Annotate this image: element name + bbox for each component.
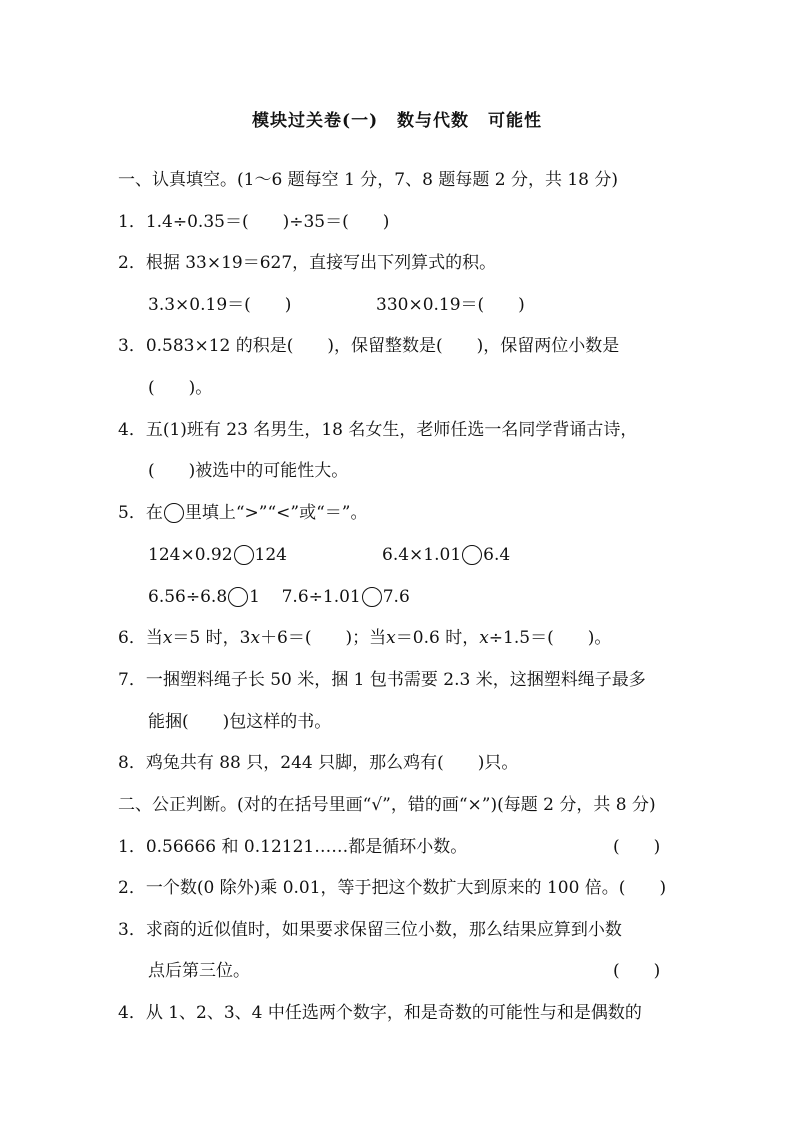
q5d-left: 7.6÷1.01	[281, 587, 361, 607]
q5c-left: 6.56÷6.8	[148, 587, 228, 607]
section2-heading: 二、公正判断。(对的在括号里画“√”，错的画“×”)(每题 2 分，共 8 分)	[118, 795, 656, 815]
s1-question-3-cont: ( )。	[148, 378, 213, 398]
q6-part-a: 6．当	[118, 628, 163, 648]
q5a-left: 124×0.92	[148, 545, 233, 565]
compare-circle-icon	[228, 587, 248, 607]
s1-question-2b: 330×0.19＝( )	[376, 295, 525, 315]
s1-question-7-cont: 能捆( )包这样的书。	[148, 712, 332, 732]
q6-var: x	[479, 628, 489, 648]
q6-part-b: ＝5 时，3	[172, 628, 251, 648]
s2-question-2: 2．一个数(0 除外)乘 0.01，等于把这个数扩大到原来的 100 倍。( )	[118, 878, 667, 898]
title-part3: 可能性	[487, 111, 542, 131]
s1-question-4-cont: ( )被选中的可能性大。	[148, 461, 349, 481]
q5b-left: 6.4×1.01	[382, 545, 462, 565]
q6-part-c: ＋6＝( )；当	[260, 628, 387, 648]
s1-question-1: 1．1.4÷0.35＝( )÷35＝( )	[118, 212, 390, 232]
q6-part-e: ÷1.5＝( )。	[488, 628, 612, 648]
title-part1: 模块过关卷(一)	[252, 111, 379, 131]
q5c-right: 1	[249, 587, 260, 607]
q6-var: x	[386, 628, 396, 648]
blank-circle-icon	[164, 503, 184, 523]
s1-question-5b	[382, 543, 510, 567]
s1-question-6	[118, 626, 611, 650]
q6-var: x	[162, 628, 173, 648]
compare-circle-icon	[462, 545, 482, 565]
s2-question-4: 4．从 1、2、3、4 中任选两个数字，和是奇数的可能性与和是偶数的	[118, 1003, 642, 1023]
q5-prefix: 5．在	[118, 503, 163, 523]
s1-question-2a: 3.3×0.19＝( )	[148, 295, 292, 315]
s1-question-2: 2．根据 33×19＝627，直接写出下列算式的积。	[118, 253, 497, 273]
q5a-right: 124	[254, 545, 287, 565]
s2-q1-answer-paren: ( )	[613, 837, 661, 857]
s2-question-3-cont: 点后第三位。	[148, 961, 250, 981]
s1-question-8: 8．鸡兔共有 88 只，244 只脚，那么鸡有( )只。	[118, 753, 519, 773]
s2-question-1: 1．0.56666 和 0.12121……都是循环小数。	[118, 837, 468, 857]
compare-circle-icon	[234, 545, 254, 565]
s1-question-5	[118, 501, 367, 525]
section1-heading: 一、认真填空。(1～6 题每空 1 分，7、8 题每题 2 分，共 18 分)	[118, 170, 619, 190]
s1-question-7: 7．一捆塑料绳子长 50 米，捆 1 包书需要 2.3 米，这捆塑料绳子最多	[118, 670, 646, 690]
s1-question-5a	[148, 543, 287, 567]
q5-suffix: 里填上“>”“<”或“＝”。	[184, 503, 368, 523]
q5d-right: 7.6	[382, 587, 410, 607]
s2-question-3: 3．求商的近似值时，如果要求保留三位小数，那么结果应算到小数	[118, 920, 622, 940]
q6-part-d: ＝0.6 时，	[395, 628, 480, 648]
s1-question-5cd	[148, 585, 410, 609]
q6-var: x	[250, 628, 261, 648]
title-part2: 数与代数	[397, 111, 470, 131]
q5b-right: 6.4	[483, 545, 511, 565]
s1-question-4: 4．五(1)班有 23 名男生，18 名女生，老师任选一名同学背诵古诗，	[118, 420, 638, 440]
page-title	[0, 106, 794, 131]
s1-question-3: 3．0.583×12 的积是( )，保留整数是( )，保留两位小数是	[118, 336, 620, 356]
s2-q3-answer-paren: ( )	[613, 961, 661, 981]
compare-circle-icon	[362, 587, 382, 607]
